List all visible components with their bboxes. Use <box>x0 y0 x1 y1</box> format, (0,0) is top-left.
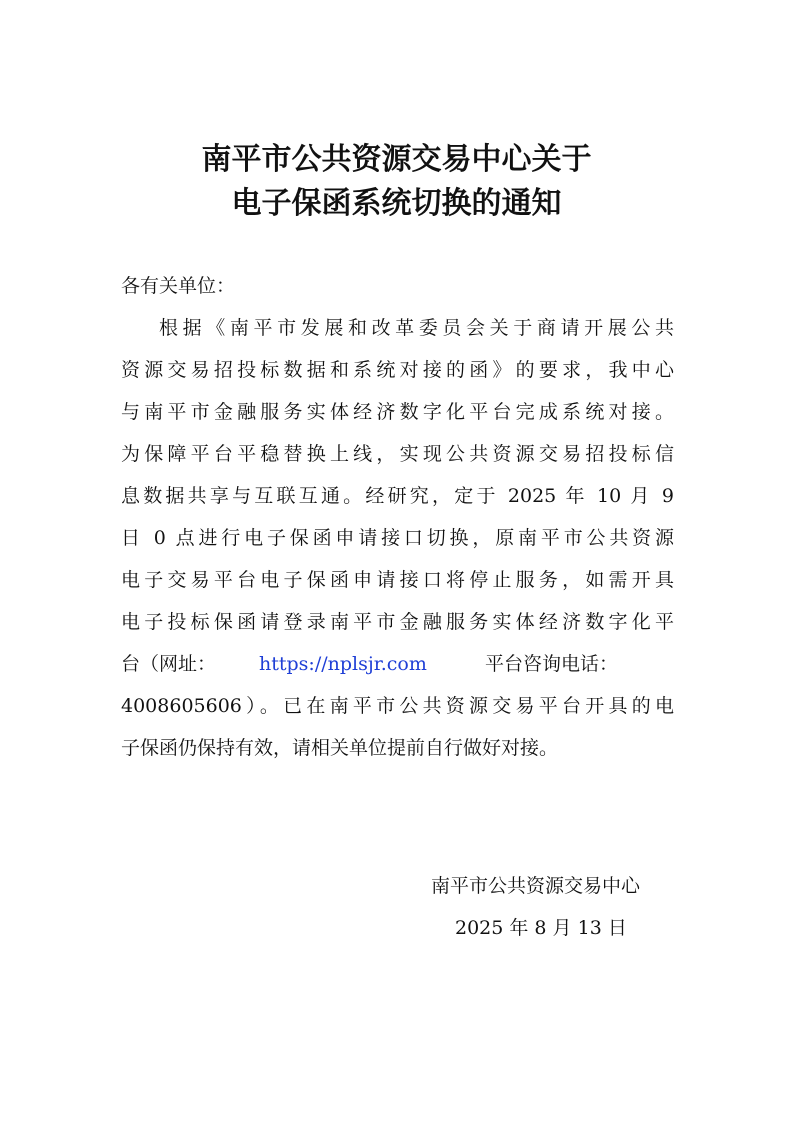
signature-organization: 南平市公共资源交易中心 <box>431 875 641 897</box>
body-line-11: 子保函仍保持有效，请相关单位提前自行做好对接。 <box>121 737 559 759</box>
website-link[interactable]: https://nplsjr.com <box>259 653 427 675</box>
body-line-5: 息数据共享与互联互通。经研究，定于 2025 年 10 月 9 <box>121 485 674 507</box>
body-line-2: 资源交易招投标数据和系统对接的函》的要求，我中心 <box>121 359 674 381</box>
salutation: 各有关单位： <box>121 275 236 297</box>
body-line-9-suffix: 平台咨询电话： <box>485 653 619 675</box>
body-line-1: 根据《南平市发展和改革委员会关于商请开展公共 <box>159 317 674 339</box>
body-line-9 <box>121 650 674 678</box>
signature-date: 2025 年 8 月 13 日 <box>455 917 627 939</box>
body-line-3: 与南平市金融服务实体经济数字化平台完成系统对接。 <box>121 401 674 423</box>
body-line-4: 为保障平台平稳替换上线，实现公共资源交易招投标信 <box>121 443 674 465</box>
document-title-line-2: 电子保函系统切换的通知 <box>231 186 562 221</box>
body-line-8: 电子投标保函请登录南平市金融服务实体经济数字化平 <box>121 611 674 633</box>
document-title-line-1: 南平市公共资源交易中心关于 <box>201 142 592 177</box>
body-line-6: 日 0 点进行电子保函申请接口切换，原南平市公共资源 <box>121 527 674 549</box>
body-line-7: 电子交易平台电子保函申请接口将停止服务，如需开具 <box>121 569 674 591</box>
body-line-9-prefix: 台（网址： <box>121 653 217 675</box>
body-line-10: 4008605606）。已在南平市公共资源交易平台开具的电 <box>121 695 674 717</box>
